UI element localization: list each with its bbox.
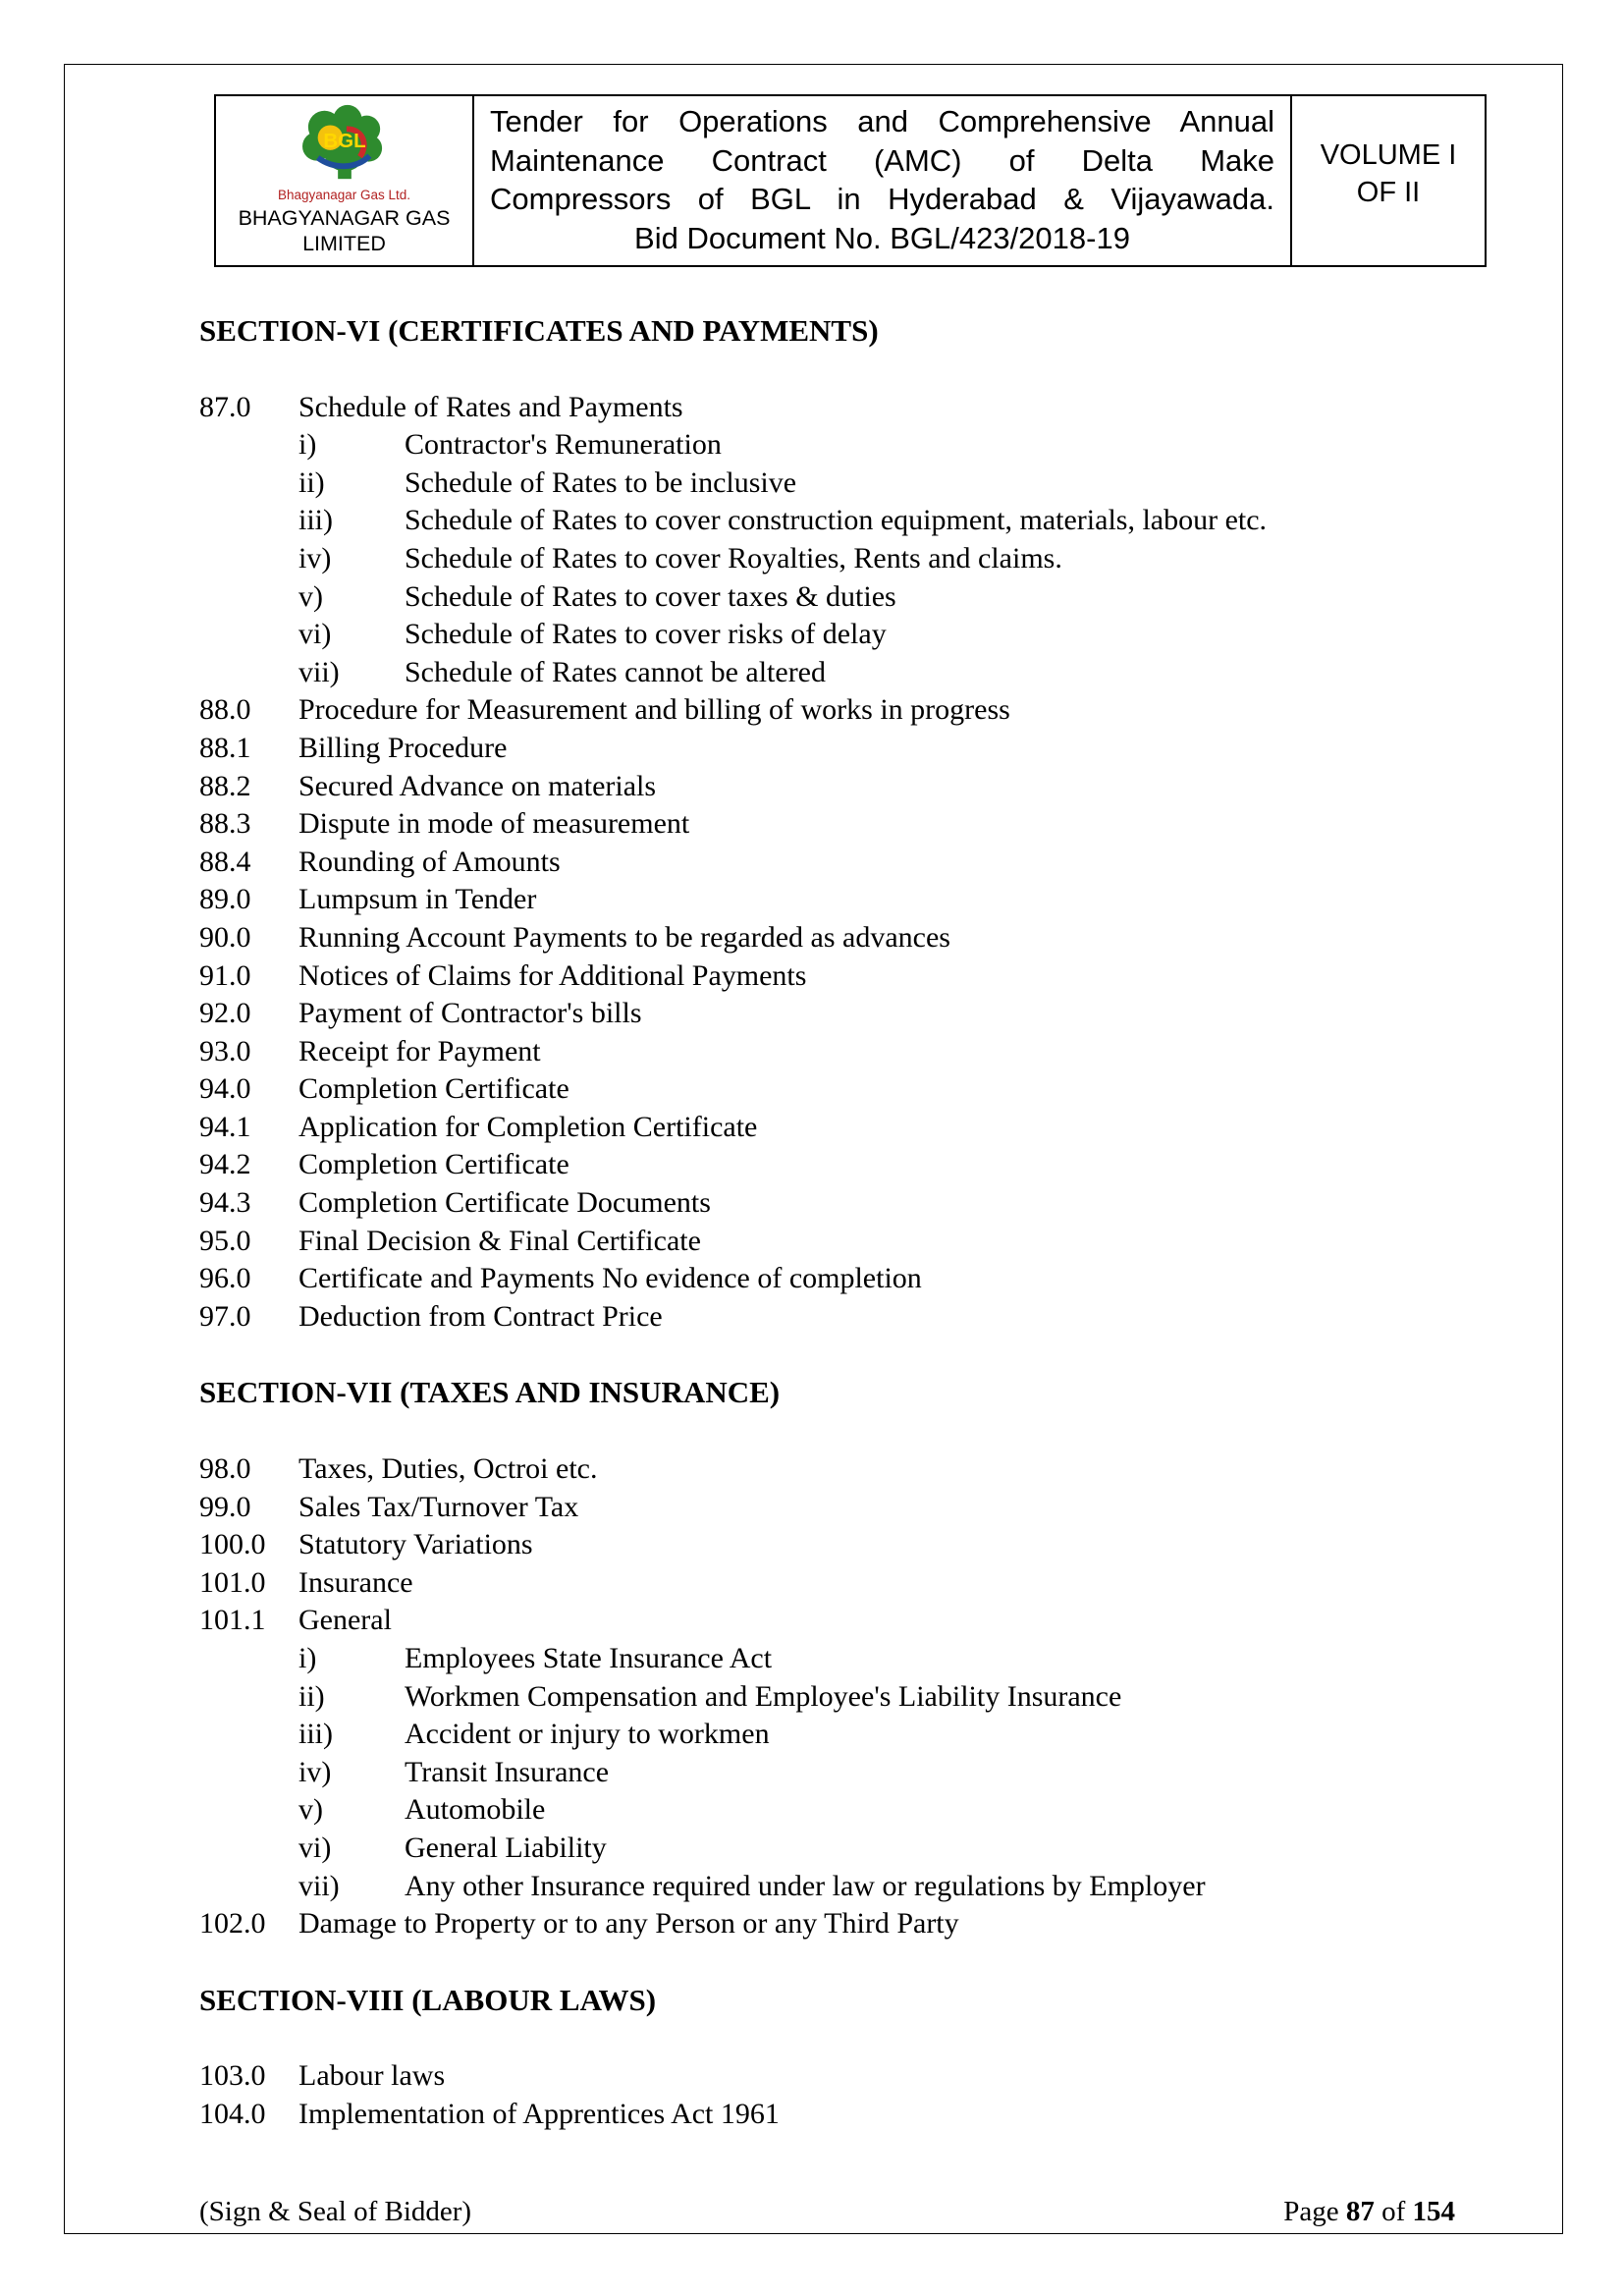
toc-item <box>199 1033 1487 1071</box>
item-label: Certificate and Payments No evidence of completion <box>298 1262 922 1295</box>
item-number: 94.3 <box>199 1186 251 1220</box>
toc-item <box>199 1564 1487 1603</box>
subitem-numeral: vii) <box>298 1869 340 1902</box>
toc-item <box>199 691 1487 730</box>
toc-item <box>199 1109 1487 1147</box>
item-number: 99.0 <box>199 1490 251 1523</box>
subitem-numeral: i) <box>298 1642 317 1674</box>
item-label: Payment of Contractor's bills <box>298 997 642 1030</box>
toc-item <box>199 1184 1487 1223</box>
page-number: 87 <box>1345 2196 1375 2227</box>
subitem-label: Accident or injury to workmen <box>405 1718 770 1751</box>
of-word: of <box>1381 2196 1406 2227</box>
item-number: 101.0 <box>199 1565 266 1599</box>
company-name-line1: BHAGYANAGAR GAS <box>238 206 451 230</box>
toc-item <box>199 1489 1487 1527</box>
toc-item <box>199 2057 1487 2096</box>
item-number: 89.0 <box>199 883 251 916</box>
item-label: Dispute in mode of measurement <box>298 807 690 841</box>
item-number: 91.0 <box>199 958 251 992</box>
item-label: Lumpsum in Tender <box>298 883 537 916</box>
item-label: Receipt for Payment <box>298 1034 541 1067</box>
section-heading: SECTION-VIII (LABOUR LAWS) <box>199 1982 657 2017</box>
logo-acronym: BGL <box>322 129 366 152</box>
toc-subitem <box>199 1754 1487 1792</box>
item-number: 88.4 <box>199 845 251 878</box>
section-items <box>199 1450 1487 1943</box>
item-label: Statutory Variations <box>298 1528 533 1561</box>
volume-line2: OF II <box>1356 177 1421 208</box>
toc-subitem <box>199 1716 1487 1754</box>
toc-subitem <box>199 616 1487 654</box>
toc-subitem <box>199 1830 1487 1868</box>
item-number: 104.0 <box>199 2097 266 2130</box>
item-number: 88.0 <box>199 693 251 727</box>
subitem-label: Schedule of Rates cannot be altered <box>405 655 826 688</box>
item-label: Taxes, Duties, Octroi etc. <box>298 1452 598 1486</box>
item-label: Rounding of Amounts <box>298 845 561 878</box>
toc-item <box>199 1602 1487 1640</box>
item-label: Application for Completion Certificate <box>298 1110 758 1143</box>
item-number: 92.0 <box>199 997 251 1030</box>
toc-item <box>199 2096 1487 2134</box>
toc-item <box>199 805 1487 844</box>
company-name <box>239 205 451 256</box>
subitem-label: Workmen Compensation and Employee's Liability Insurance <box>405 1679 1122 1713</box>
subitem-label: Schedule of Rates to cover risks of delay <box>405 618 887 651</box>
toc-subitem <box>199 654 1487 692</box>
toc-item <box>199 1260 1487 1298</box>
item-number: 102.0 <box>199 1907 266 1941</box>
toc-item <box>199 957 1487 996</box>
toc-item <box>199 1070 1487 1109</box>
toc-subitem <box>199 1678 1487 1717</box>
subitem-label: Automobile <box>405 1793 546 1827</box>
toc-subitem <box>199 540 1487 578</box>
toc-subitem <box>199 1640 1487 1678</box>
toc-item <box>199 1298 1487 1337</box>
subitem-label: Schedule of Rates to cover construction equipment, materials, labour etc. <box>405 504 1268 537</box>
item-label: Secured Advance on materials <box>298 769 657 802</box>
subitem-numeral: ii) <box>298 465 325 499</box>
item-label: Completion Certificate <box>298 1148 569 1181</box>
item-label: Final Decision & Final Certificate <box>298 1224 701 1257</box>
item-number: 96.0 <box>199 1262 251 1295</box>
subitem-numeral: v) <box>298 1793 323 1827</box>
item-number: 88.2 <box>199 769 251 802</box>
subitem-numeral: iii) <box>298 1718 333 1751</box>
item-number: 87.0 <box>199 390 251 423</box>
toc-item <box>199 995 1487 1033</box>
subitem-numeral: iv) <box>298 541 332 574</box>
subitem-numeral: vi) <box>298 618 332 651</box>
tender-title-line3: Compressors of BGL in Hyderabad & Vijayawada. <box>490 182 1274 216</box>
page-content <box>199 94 1487 2134</box>
item-label: Running Account Payments to be regarded as advances <box>298 920 950 954</box>
logo-cell <box>216 96 474 265</box>
toc-item <box>199 1146 1487 1184</box>
toc-section <box>199 1374 1487 1942</box>
subitem-label: Employees State Insurance Act <box>405 1642 773 1674</box>
item-number: 88.3 <box>199 807 251 841</box>
toc-subitem <box>199 502 1487 540</box>
subitem-label: Contractor's Remuneration <box>405 428 722 462</box>
total-pages: 154 <box>1412 2196 1455 2227</box>
toc-subitem <box>199 1868 1487 1906</box>
item-label: Notices of Claims for Additional Payments <box>298 958 807 992</box>
item-number: 94.1 <box>199 1110 251 1143</box>
item-number: 94.2 <box>199 1148 251 1181</box>
subitem-numeral: v) <box>298 579 323 613</box>
page-footer <box>199 2194 1455 2229</box>
item-number: 103.0 <box>199 2059 266 2093</box>
item-number: 93.0 <box>199 1034 251 1067</box>
toc-subitem <box>199 1791 1487 1830</box>
subitem-label: General Liability <box>405 1831 607 1864</box>
toc-subitem <box>199 465 1487 503</box>
toc-item <box>199 919 1487 957</box>
subitem-label: Schedule of Rates to cover taxes & duties <box>405 579 896 613</box>
logo-tagline: Bhagyanagar Gas Ltd. <box>277 188 411 202</box>
toc-item <box>199 881 1487 919</box>
page-indicator <box>1283 2194 1455 2229</box>
item-number: 90.0 <box>199 920 251 954</box>
toc-item <box>199 389 1487 427</box>
subitem-label: Transit Insurance <box>405 1755 610 1788</box>
toc-section <box>199 1982 1487 2134</box>
item-label: Procedure for Measurement and billing of works in progress <box>298 693 1010 727</box>
section-items <box>199 2057 1487 2133</box>
subitem-label: Any other Insurance required under law or regulations by Employer <box>405 1869 1206 1902</box>
document-header <box>214 94 1487 267</box>
subitem-numeral: ii) <box>298 1679 325 1713</box>
company-name-line2: LIMITED <box>302 232 386 255</box>
item-number: 98.0 <box>199 1452 251 1486</box>
tender-title-line2: Maintenance Contract (AMC) of Delta Make <box>490 142 1274 178</box>
item-label: Damage to Property or to any Person or any Third Party <box>298 1907 959 1941</box>
item-number: 94.0 <box>199 1072 251 1106</box>
item-label: Sales Tax/Turnover Tax <box>298 1490 579 1523</box>
tender-title-line1: Tender for Operations and Comprehensive Annual <box>490 104 1274 138</box>
toc-item <box>199 1526 1487 1564</box>
item-number: 100.0 <box>199 1528 266 1561</box>
sign-seal-note: (Sign & Seal of Bidder) <box>199 2196 472 2227</box>
item-number: 95.0 <box>199 1224 251 1257</box>
toc-subitem <box>199 426 1487 465</box>
item-number: 101.1 <box>199 1604 266 1637</box>
item-label: Completion Certificate Documents <box>298 1186 711 1220</box>
subitem-numeral: vi) <box>298 1831 332 1864</box>
toc-sections <box>199 312 1487 2134</box>
toc-item <box>199 1223 1487 1261</box>
item-label: Billing Procedure <box>298 731 508 764</box>
subitem-label: Schedule of Rates to be inclusive <box>405 465 797 499</box>
toc-item <box>199 1450 1487 1489</box>
item-label: General <box>298 1604 392 1637</box>
toc-section <box>199 312 1487 1336</box>
bgl-logo-icon <box>290 102 400 187</box>
toc-item <box>199 730 1487 768</box>
section-heading: SECTION-VII (TAXES AND INSURANCE) <box>199 1375 781 1410</box>
item-label: Labour laws <box>298 2059 446 2093</box>
item-label: Completion Certificate <box>298 1072 569 1106</box>
subitem-label: Schedule of Rates to cover Royalties, Rents and claims. <box>405 541 1062 574</box>
item-label: Schedule of Rates and Payments <box>298 390 683 423</box>
toc-item <box>199 844 1487 882</box>
toc-item <box>199 768 1487 806</box>
subitem-numeral: iii) <box>298 504 333 537</box>
subitem-numeral: i) <box>298 428 317 462</box>
item-number: 88.1 <box>199 731 251 764</box>
section-items <box>199 389 1487 1337</box>
page-word: Page <box>1283 2196 1339 2227</box>
item-label: Implementation of Apprentices Act 1961 <box>298 2097 780 2130</box>
item-label: Insurance <box>298 1565 413 1599</box>
subitem-numeral: iv) <box>298 1755 332 1788</box>
volume-line1: VOLUME I <box>1320 139 1457 171</box>
toc-subitem <box>199 578 1487 617</box>
item-label: Deduction from Contract Price <box>298 1299 663 1333</box>
toc-item <box>199 1905 1487 1943</box>
tender-title-cell <box>474 96 1290 265</box>
item-number: 97.0 <box>199 1299 251 1333</box>
subitem-numeral: vii) <box>298 655 340 688</box>
section-heading: SECTION-VI (CERTIFICATES AND PAYMENTS) <box>199 313 879 348</box>
volume-cell <box>1290 96 1485 265</box>
bid-document-number: Bid Document No. BGL/423/2018-19 <box>634 220 1130 255</box>
